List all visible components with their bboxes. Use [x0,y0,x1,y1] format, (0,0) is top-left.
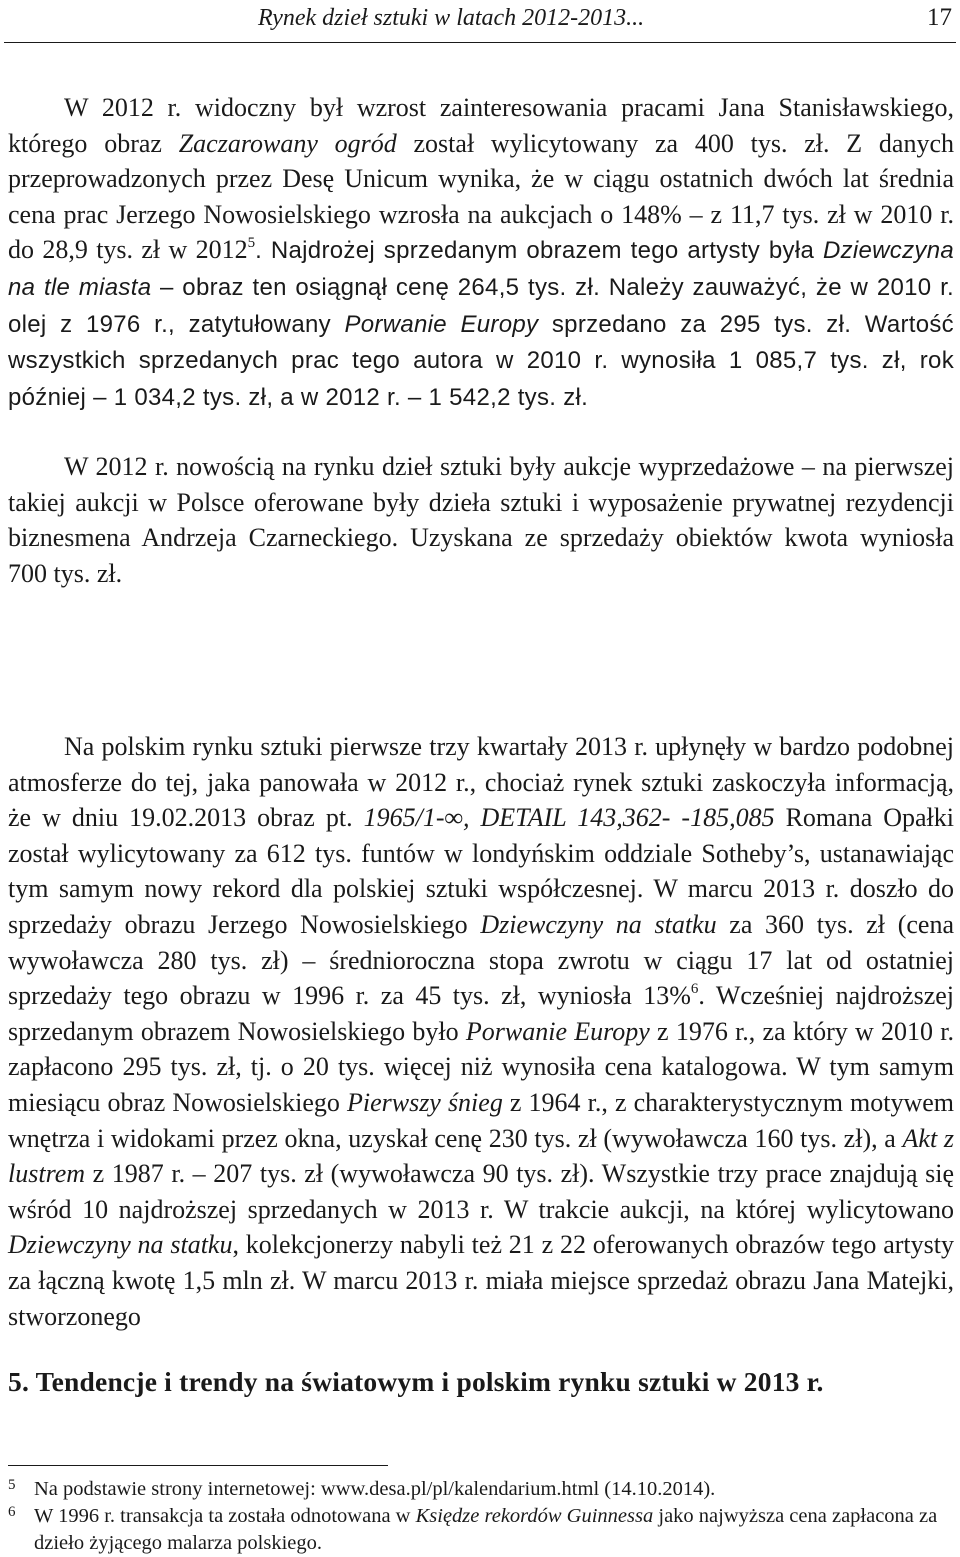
paragraph-1 [8,90,954,415]
artwork-title: Zaczarowany ogród [178,128,397,158]
paragraph-3-text [8,729,954,1334]
artwork-title: Porwanie Europy [344,310,539,338]
footnote-text: Na podstawie strony internetowej: www.desa.pl/pl/kalendarium.html (14.10.2014). [34,1478,716,1500]
book-title: Księdze rekordów Guinnessa [415,1505,654,1527]
footnote-5 [8,1476,954,1503]
paragraph-2 [8,449,954,591]
text-run: Na polskim rynku sztuki pierwsze trzy kwartały 2013 r. upłynęły w bardzo podobnej atmosferze do tej, jaka panowała w 2012 r., chociaż rynek sztuki zaskoczyła informacją, że w dniu 19.02.2013 obraz pt. [8,732,954,833]
footnote-ref: 5 [247,234,256,251]
artwork-title: Dziewczyny na statku [480,909,717,939]
paragraph-2-text: W 2012 r. nowością na rynku dzieł sztuki były aukcje wyprzedażowe – na pierwszej takiej aukcji w Polsce oferowane były dzieła sztuki i wyposażenie prywatnej rezydencji biznesmena Andrzeja Czarneckiego. Uzyskana ze sprzedaży obiektów kwota wyniosła 700 tys. zł. [8,452,954,588]
text-run: z 1976 r., za który w 2010 r. zapłacono 295 tys. zł, tj. o 20 tys. więcej niż wynosiła cena katalogowa. W tym samym miesiącu obraz Nowosielskiego [8,1016,954,1117]
running-title: Rynek dzieł sztuki w latach 2012-2013... [258,5,645,31]
text-run: – obraz ten osiągnął cenę 264,5 tys. zł. Należy zauważyć, że w 2010 r. olej z 1976 r., zatytułowany [8,273,955,338]
text-run: został wylicytowany za 400 tys. zł. Z danych przeprowadzonych przez Desę Unicum wynika, że w ciągu ostatnich dwóch lat średnia cena prac Jerzego Nowosielskiego wzrosła na aukcjach o 148% – z 11,7 tys. zł w 2010 r. do 28,9 tys. zł w 2012 [8,128,954,265]
artwork-title: 1965/1-∞, DETAIL 143,362- -185,085 [363,803,775,833]
page-number: 17 [927,4,952,31]
artwork-title: Dziewczyna na tle miasta [8,237,954,301]
footnote-ref: 6 [690,980,699,997]
text-run: sprzedano za 295 tys. zł. Wartość wszystkich sprzedanych prac tego autora w 2010 r. wynosiła 1 085,7 tys. zł, rok później – 1 034,2 tys. zł, a w 2012 r. – 1 542,2 tys. zł. [8,310,954,411]
footnote-text: jako najwyższa cena zapłacona za dzieło żyjącego malarza polskiego. [34,1505,938,1554]
footnote-separator [8,1465,388,1466]
text-run: , kolekcjonerzy nabyli też 21 z 22 oferowanych obrazów tego artysty za łączną kwotę 1,5 mln zł. W marcu 2013 r. miała miejsce sprzedaż obrazu Jana Matejki, stworzonego [8,1230,954,1331]
section-heading [8,1364,954,1400]
header-rule [4,42,956,43]
paragraph-1-text [8,90,954,415]
footnote-6 [8,1503,954,1557]
section-title: Tendencje i trendy na światowym i polskim rynku sztuki w 2013 r. [35,1366,824,1397]
footnotes [8,1476,954,1557]
footnote-number: 5 [8,1477,16,1493]
text-run: z 1987 r. – 207 tys. zł (wywoławcza 90 tys. zł). Wszystkie trzy prace znajdują się wśród 10 najdroższej sprzedanych w 2013 r. W trakcie aukcji, na której wylicytowano [8,1159,954,1224]
text-run: . Najdrożej sprzedanym obrazem tego artysty była [255,237,823,265]
paragraph-3 [8,729,954,1334]
footnote-number: 6 [8,1504,16,1520]
text-run: Romana Opałki został wylicytowany za 612 tys. funtów w londyńskim oddziale Sotheby’s, ustanawiając tym samym nowy rekord dla polskiej sztuki współczesnej. W marcu 2013 r. doszło do sprzedaży obrazu Jerzego Nowosielskiego [8,803,955,939]
page-header [0,0,960,44]
artwork-title: Pierwszy śnieg [346,1087,503,1117]
text-run: W 2012 r. widoczny był wzrost zainteresowania pracami Jana Stanisławskiego, którego obraz [8,93,954,158]
artwork-title: Dziewczyny na statku [8,1230,233,1260]
text-run: za 360 tys. zł (cena wywoławcza 280 tys. zł) – średnioroczna stopa zwrotu w ciągu 17 lat od ostatniej sprzedaży tego obrazu w 1996 r. za 45 tys. zł, wyniosła 13% [8,909,954,1011]
text-run: . Wcześniej najdroższej sprzedanym obrazem Nowosielskiego było [8,981,954,1046]
artwork-title: Porwanie Europy [465,1016,650,1046]
artwork-title: Akt z lustrem [8,1123,954,1189]
footnote-text: W 1996 r. transakcja ta została odnotowana w [34,1505,416,1527]
section-number: 5. [8,1366,30,1397]
text-run: z 1964 r., z charakterystycznym motywem wnętrza i widokami przez okna, uzyskał cenę 230 tys. zł (wywoławcza 160 tys. zł), a [8,1087,955,1153]
